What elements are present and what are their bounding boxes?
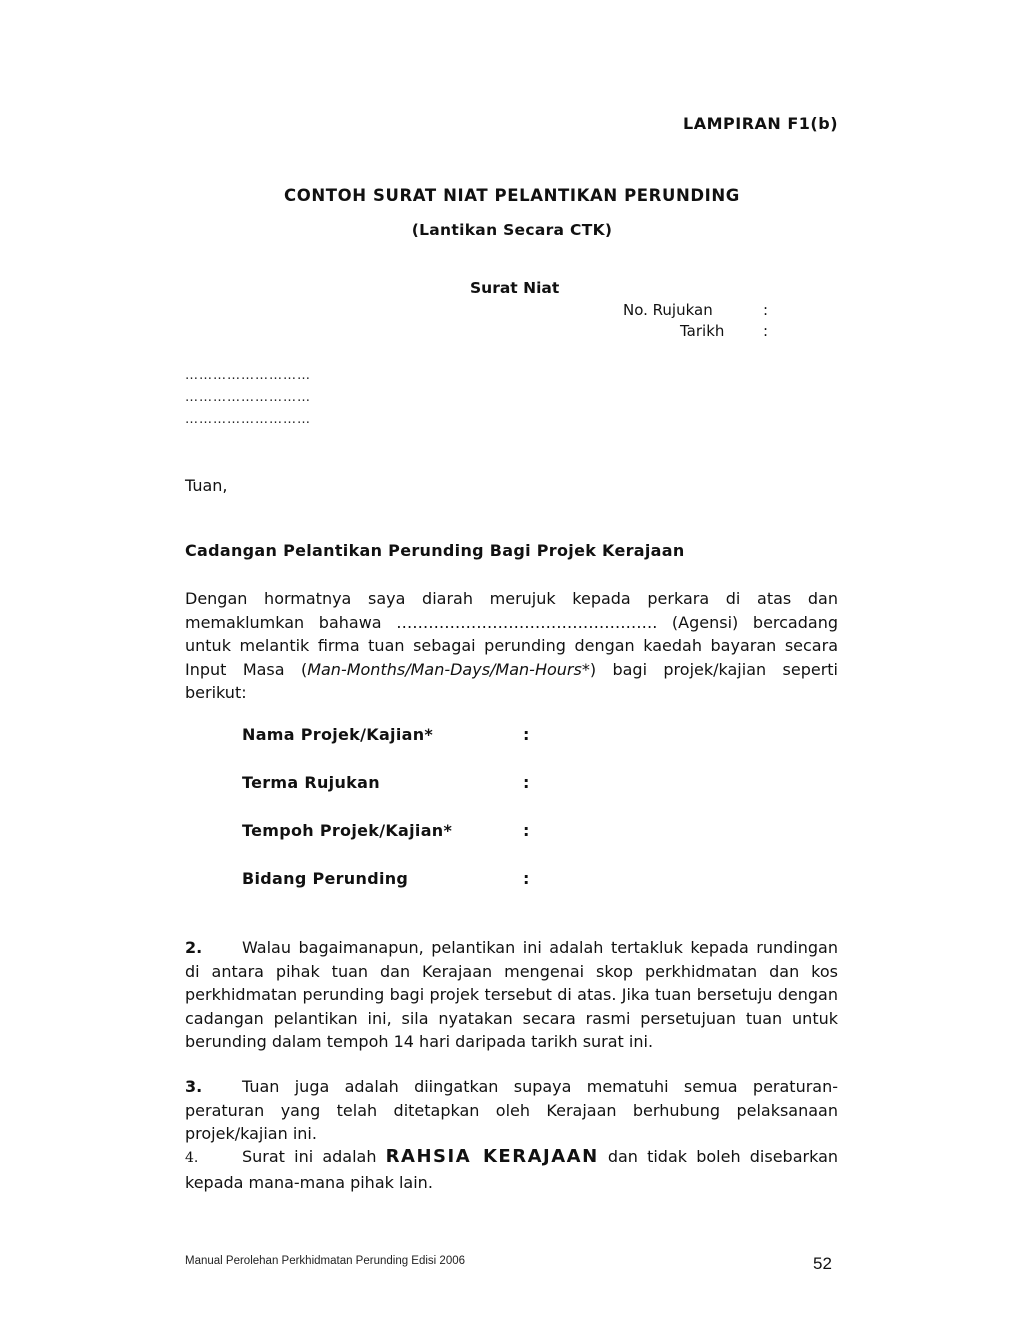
paragraph-4: [185, 1145, 838, 1194]
paragraph-1-text-a: Dengan hormatnya saya diarah merujuk kepada perkara di atas dan memaklumkan bahawa …………………………………………. (Agensi) bercadang untuk melantik firma tuan sebagai perunding dengan kaedah bayaran secara Input Masa (: [185, 589, 838, 679]
address-line: ………………………: [185, 390, 311, 405]
paragraph-1: [185, 587, 838, 705]
address-line: ………………………: [185, 412, 311, 427]
paragraph-1-italic: Man-Months/Man-Days/Man-Hours: [307, 659, 582, 679]
field-colon: :: [523, 773, 530, 792]
lampiran-label: LAMPIRAN F1(b): [683, 114, 838, 133]
field-colon: :: [523, 725, 530, 744]
reference-colon: :: [763, 301, 769, 319]
page-number: 52: [813, 1254, 832, 1273]
paragraph-3: [185, 1075, 838, 1146]
letter-subject: Cadangan Pelantikan Perunding Bagi Projek Kerajaan: [185, 541, 685, 560]
confidential-notice: RAHSIA KERAJAAN: [385, 1146, 599, 1167]
paragraph-3-text: Tuan juga adalah diingatkan supaya mematuhi semua peraturan-peraturan yang telah ditetapkan oleh Kerajaan berhubung pelaksanaan projek/kajian ini.: [185, 1077, 838, 1143]
field-label-terms-of-reference: Terma Rujukan: [242, 773, 380, 792]
footer-manual-title: Manual Perolehan Perkhidmatan Perunding Edisi 2006: [185, 1255, 466, 1267]
field-label-consultant-field: Bidang Perunding: [242, 869, 409, 888]
paragraph-2: [185, 936, 838, 1054]
field-label-project-duration: Tempoh Projek/Kajian*: [242, 821, 453, 840]
address-line: ………………………: [185, 368, 311, 383]
paragraph-2-text: Walau bagaimanapun, pelantikan ini adalah tertakluk kepada rundingan di antara pihak tuan dan Kerajaan mengenai skop perkhidmatan dan kos perkhidmatan perunding bagi projek tersebut di atas. Jika tuan bersetuju dengan cadangan pelantikan ini, sila nyatakan secara rasmi persetujuan tuan untuk berunding dalam tempoh 14 hari daripada tarikh surat ini.: [185, 938, 838, 1051]
field-colon: :: [523, 821, 530, 840]
date-colon: :: [763, 322, 769, 340]
paragraph-4-text-b: dan tidak boleh disebarkan kepada mana-mana pihak lain.: [185, 1147, 839, 1192]
document-title: CONTOH SURAT NIAT PELANTIKAN PERUNDING: [284, 186, 740, 205]
paragraph-4-text-a: Surat ini adalah: [242, 1147, 386, 1166]
reference-label: No. Rujukan: [623, 301, 713, 319]
salutation: Tuan,: [185, 476, 228, 495]
paragraph-1-text-b: *) bagi projek/kajian seperti berikut:: [185, 659, 838, 702]
document-subtitle: (Lantikan Secara CTK): [411, 221, 613, 239]
paragraph-3-number: 3.: [185, 1077, 203, 1096]
paragraph-2-number: 2.: [185, 938, 203, 957]
date-label: Tarikh: [680, 322, 725, 340]
field-label-project-name: Nama Projek/Kajian*: [242, 725, 434, 744]
paragraph-4-number: 4.: [185, 1150, 199, 1166]
letter-type: Surat Niat: [470, 279, 560, 297]
field-colon: :: [523, 869, 530, 888]
